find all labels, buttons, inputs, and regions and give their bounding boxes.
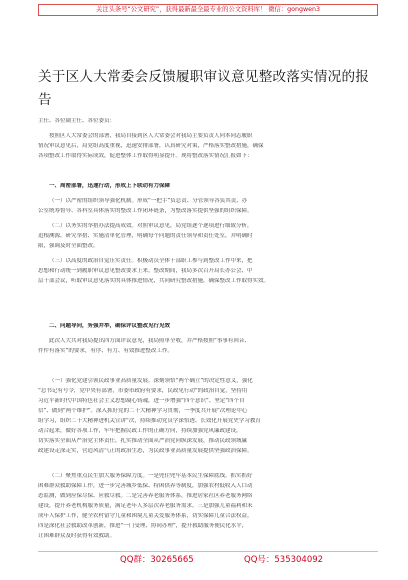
paragraph-line: 成年人保护工作，健全农村留守儿童和困境儿童关爱服务体系，切实保障儿童合法权益。: [38, 513, 253, 519]
salutation: 主任、各位副主任、各位委员：: [38, 118, 116, 124]
paragraph-line: 四是深化社会救助改革创新，推进“一门受理、协同办理”，提升救助服务便民化水平，: [38, 523, 248, 529]
paragraph-line: （二）以务实的举措办法提高成效。对照审议意见，局党组逐个逐项进行细致分析，: [49, 223, 253, 229]
paragraph-line: “总书记有号令，党中央有部署，市委市政府有要求，民政见行动”的政治自觉，坚持用: [38, 388, 248, 394]
paragraph-line: （一）以严密的组织领导强化机制。形成“一把手”负总责、分管领导各负其责、办: [49, 198, 248, 204]
paragraph-line: 公室统筹督导、各科室具体落实的整改工作闭环链条，为整改落实提供坚强的组织保障。: [38, 208, 253, 214]
paragraph-line: 限，强调及时全面整改。: [38, 243, 99, 249]
paragraph-line: 各项整改工作取得实际成效，促进整体工作取得明显提升。现将整改落实情况汇报如下：: [38, 153, 253, 159]
paragraph-line: （一）强化党建引领民政事业高质量发展。深刻领悟“两个确立”的决定性意义，强化: [49, 378, 253, 384]
qq-contact-1: QQ群：30265665: [120, 555, 194, 565]
section-heading: 一、周密部署，迅速行动，形成上下联动有力保障: [49, 183, 171, 189]
paragraph-line: 按照区人大常委会的部署，我局自接到区人大常委会对我局主要负责人向本同志履职: [49, 133, 253, 139]
paragraph-line: 信”、做到“两个维护”。深入抓好党的二十大精神学习贯彻，一季度共开展“次理论中心: [38, 408, 248, 414]
paragraph-line: 让困难群众及时获得有效救助。: [38, 533, 116, 539]
promo-banner: 关注头条号“公文研究”，获得最新最全最专业的公文资料库！ 微信：gongwen3: [38, 4, 378, 16]
paragraph-line: 切实落实全面从严治党主体责任，扎实推动全面从严治党向纵深发展，推动民政领域廉: [38, 438, 248, 444]
paragraph-line: 件件有落实”的要求，有序、有力、有效推进整改工作。: [38, 348, 173, 354]
paragraph-line: （三）以高度的政治自觉压实责任。积极动员全体干部职工参与到整改工作中来，把: [49, 258, 253, 264]
paragraph-line: 此次人大共对我局提出四方面评议意见，我局照单全收，并严格按照“事事有回音、: [49, 338, 250, 344]
paragraph-line: 建设，提升养老机构服务质量，满足老年人多层次养老服务需求。三是加强儿童福利和未: [38, 503, 253, 509]
contact-footer: [38, 551, 378, 564]
paragraph-line: 情况审议意见后，局党组高度重视，迅速安排部署，认真研究对策，严格落实整改措施，确保: [38, 143, 264, 149]
paragraph-line: 困难群众救助保障工作，进一步完善城乡低保、特困供养等制度，加强农村低收入人口动: [38, 483, 253, 489]
paragraph-line: 层干部会议，听取审议意见落实的具体推进情况，共同研究整改措施，确保整改工作取得实效。: [38, 278, 270, 284]
paragraph-line: 组学习，组织二十大精神进机关宣讲“次，持续推动党员学深悟透、长效化开展党史学习教育: [38, 418, 261, 424]
paragraph-line: 政建设走深走实，营造风清气正的政治生态，为民政事业高质量发展提供坚强政治保障。: [38, 448, 253, 454]
qq-contact-2: QQ号：535304092: [244, 555, 324, 565]
paragraph-line: 动合起来，做好各项工作，牢牢把握民政工作的正确方向，持续加强党风廉政建设，: [38, 428, 242, 434]
document-title: 关于区人大常委会反馈履职审议意见整改落实情况的报告: [38, 69, 370, 108]
paragraph-line: 思想和行动统一到履职审议意见整改要求上来。整改期间，我局多次召开局长办公会、中: [38, 268, 253, 274]
paragraph-line: （二）聚焦重点民生加大服务保障力度。一是兜住兜牢基本民生保障底线。抓实抓好: [49, 473, 253, 479]
paragraph-line: 追根溯源，研究举措、实施清单化管理，明确每个问题的责任领导和责任处室，并明确时: [38, 233, 253, 239]
section-heading: 二、问题导向，务强并举，确保评议整改见行见效: [49, 323, 171, 329]
paragraph-line: 态监测，做到应保尽保、应救尽救。二是完善养老服务体系，推进居家社区养老服务网络: [38, 493, 253, 499]
paragraph-line: 习近平新时代中国特色社会主义思想凝心铸魂，进一步增强“四个意识”、坚定“四个自: [38, 398, 245, 404]
